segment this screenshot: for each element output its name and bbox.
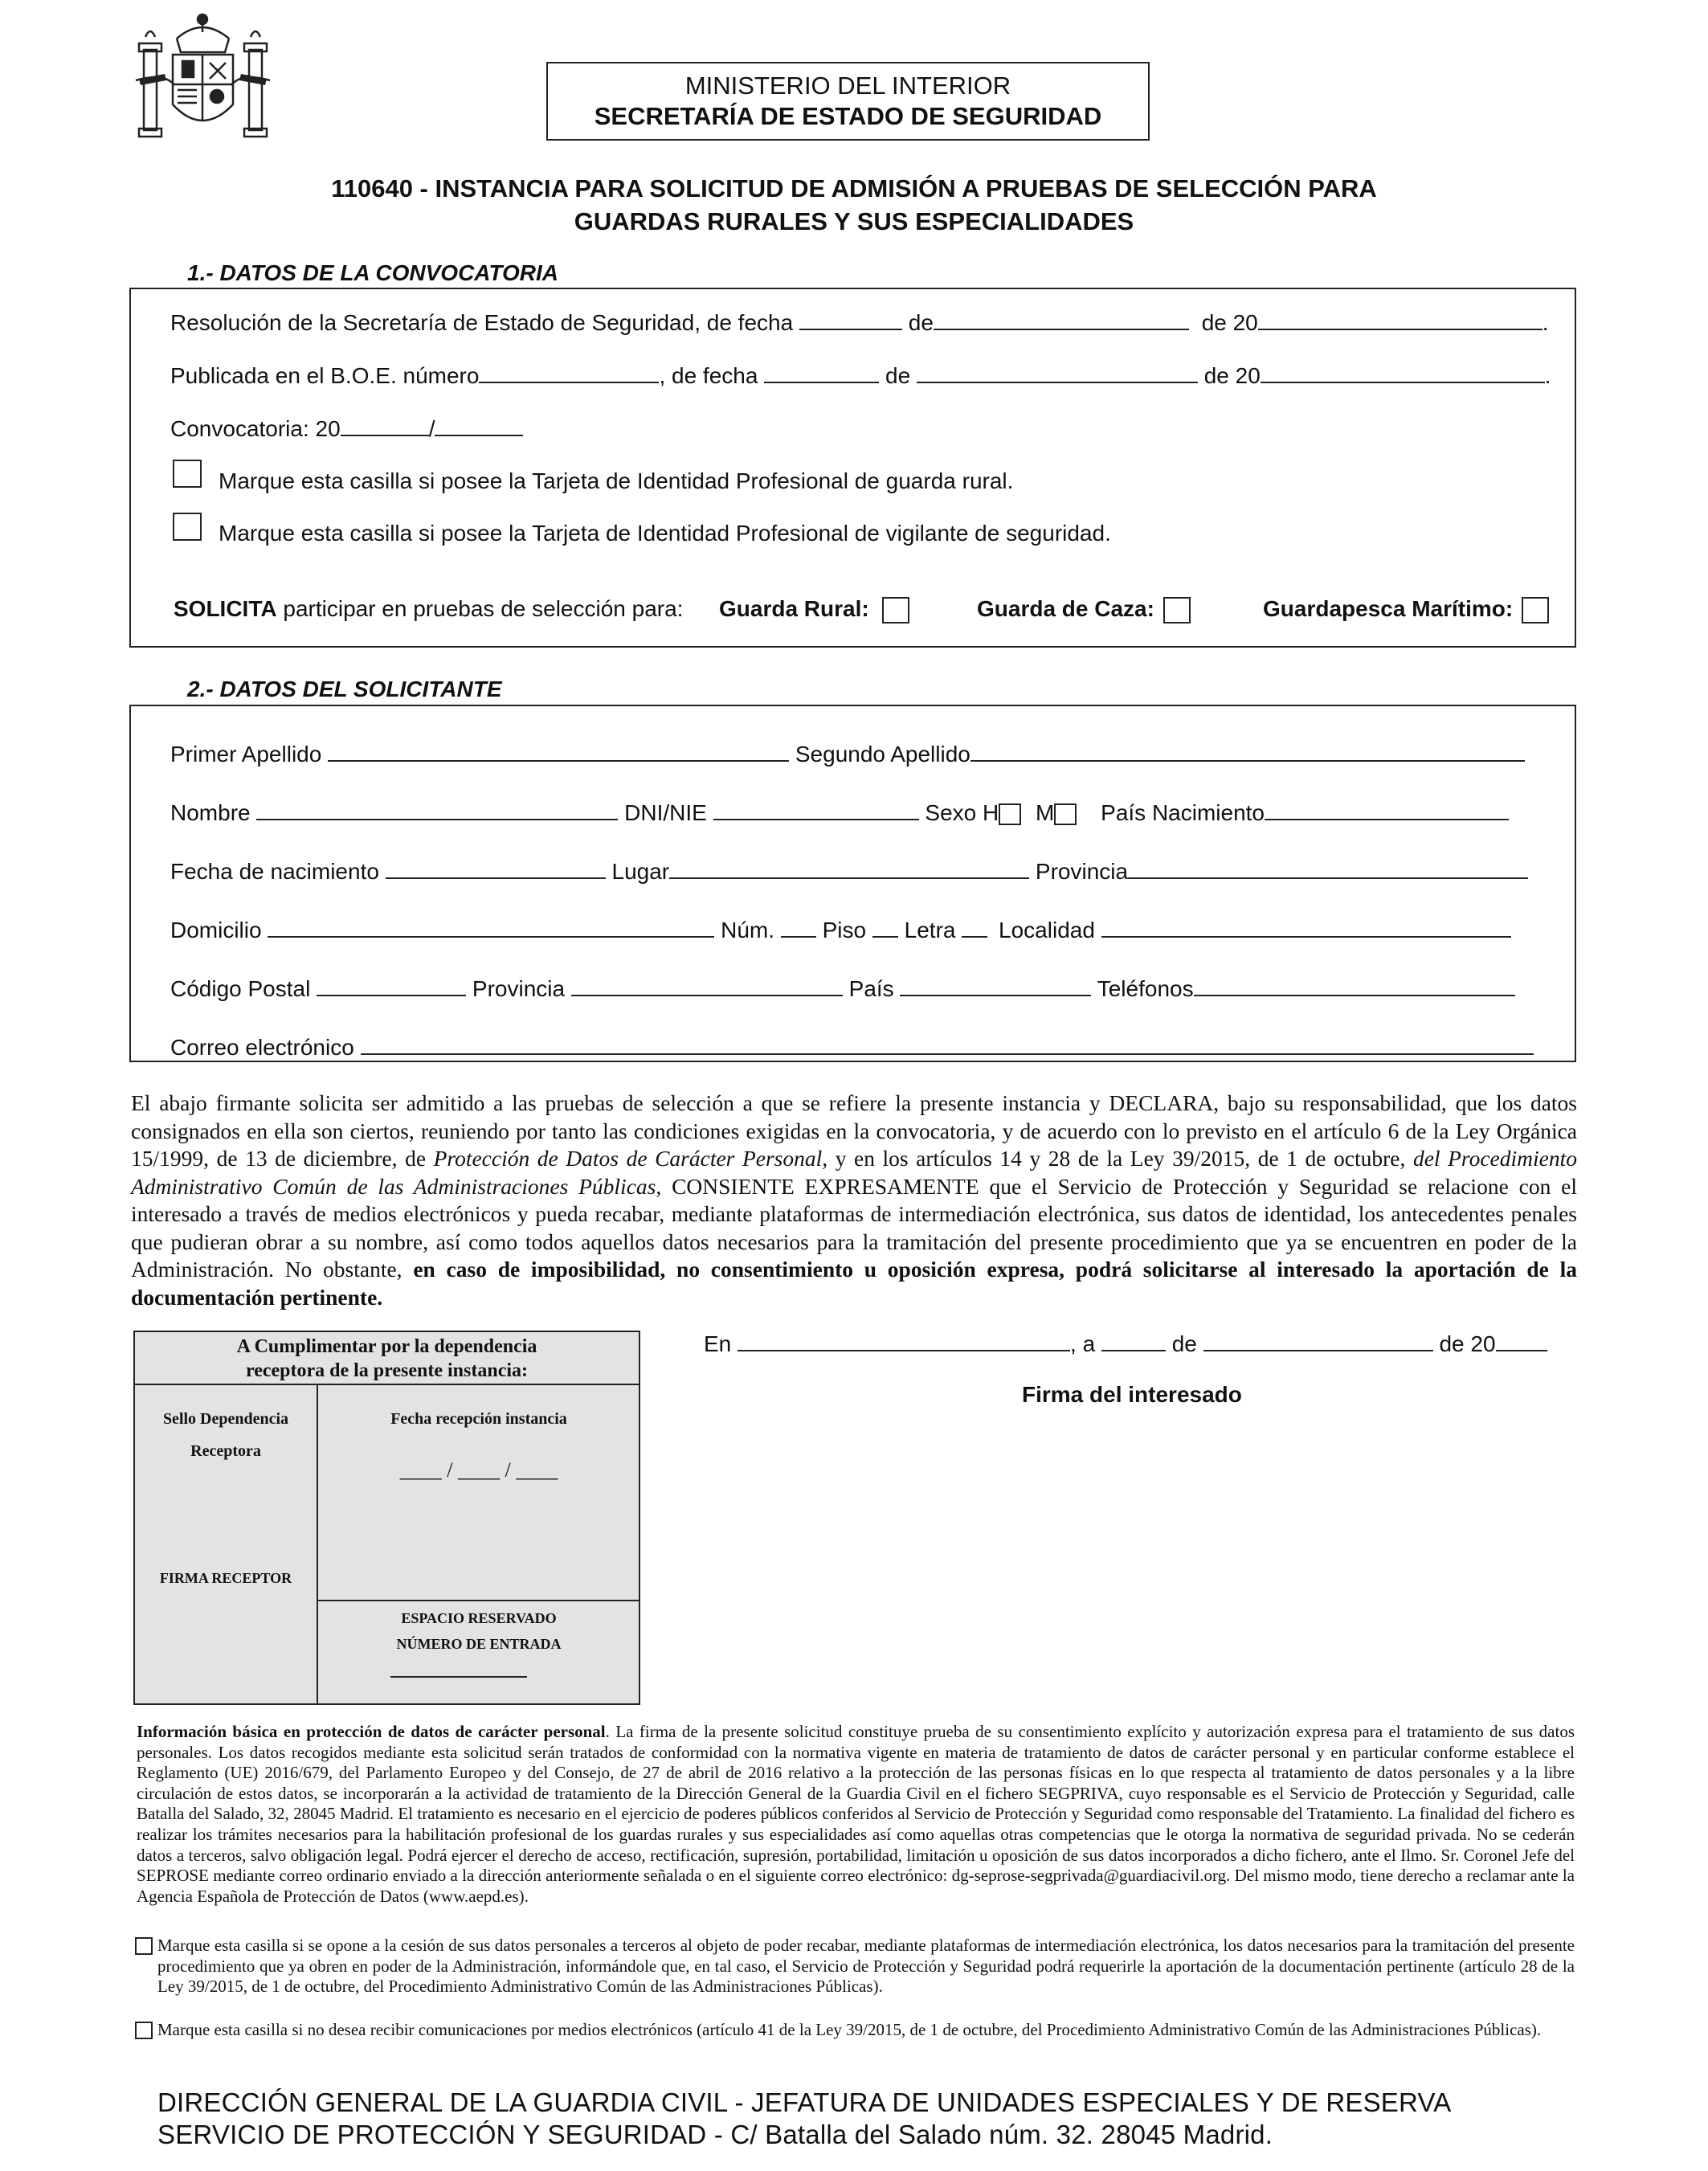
domicilio-field[interactable] bbox=[268, 915, 714, 938]
opt-guarda-rural-label: Guarda Rural: bbox=[719, 596, 869, 621]
nacimiento-row: Fecha de nacimiento Lugar Provincia bbox=[170, 857, 1528, 885]
guarda-rural-tip-label: Marque esta casilla si posee la Tarjeta de Identidad Profesional de guarda rural. bbox=[219, 468, 1014, 493]
footer-line2: SERVICIO DE PROTECCIÓN Y SEGURIDAD - C/ Batalla del Salado núm. 32. 28045 Madrid. bbox=[157, 2120, 1273, 2149]
pais-field[interactable] bbox=[900, 974, 1091, 996]
telefonos-field[interactable] bbox=[1194, 974, 1515, 996]
convocatoria-year-field[interactable] bbox=[341, 414, 429, 436]
footer-address bbox=[157, 2087, 1604, 2151]
numero-entrada-field[interactable] bbox=[390, 1676, 527, 1678]
boe-month-field[interactable] bbox=[917, 361, 1198, 383]
domicilio-row: Domicilio Núm. Piso Letra Localidad bbox=[170, 915, 1511, 944]
vigilante-tip-checkbox[interactable] bbox=[173, 513, 202, 541]
primer-apellido-field[interactable] bbox=[328, 739, 789, 762]
segundo-apellido-field[interactable] bbox=[970, 739, 1525, 762]
secretariat-name: SECRETARÍA DE ESTADO DE SEGURIDAD bbox=[594, 102, 1102, 130]
boe-number-field[interactable] bbox=[479, 361, 659, 383]
nombre-field[interactable] bbox=[256, 798, 618, 820]
document-title-line1: 110640 - INSTANCIA PARA SOLICITUD DE ADMISIÓN A PRUEBAS DE SELECCIÓN PARA bbox=[331, 174, 1377, 202]
numero-field[interactable] bbox=[781, 915, 816, 938]
convocatoria-row: Convocatoria: 20 / bbox=[170, 414, 523, 443]
opt-guarda-caza-checkbox[interactable] bbox=[1163, 597, 1191, 623]
signature-day-field[interactable] bbox=[1101, 1329, 1166, 1351]
receipt-office-table bbox=[133, 1331, 640, 1705]
firma-receptor-label: FIRMA RECEPTOR bbox=[159, 1570, 292, 1586]
section2-title: 2.- DATOS DEL SOLICITANTE bbox=[187, 677, 502, 701]
sexo-h-checkbox[interactable] bbox=[999, 803, 1021, 825]
oppose-data-transfer-checkbox[interactable] bbox=[135, 1937, 153, 1955]
fecha-nacimiento-field[interactable] bbox=[386, 857, 606, 879]
ministry-name: MINISTERIO DEL INTERIOR bbox=[684, 72, 1011, 100]
dni-field[interactable] bbox=[713, 798, 919, 820]
signature-place-date-row: En , a de de 20 bbox=[704, 1329, 1547, 1357]
opt-guardapesca-checkbox[interactable] bbox=[1522, 597, 1549, 623]
sexo-m-checkbox[interactable] bbox=[1054, 803, 1077, 825]
nombre-row: Nombre DNI/NIE Sexo H M País Nacimiento bbox=[170, 798, 1509, 827]
spanish-coat-of-arms-icon bbox=[133, 8, 273, 145]
boe-day-field[interactable] bbox=[764, 361, 879, 383]
legal-declaration: El abajo firmante solicita ser admitido a las pruebas de selección a que se refiere la presente instancia y DECLARA, bajo su responsabilidad, que los datos consignados en ella son ciertos, reuniendo por tanto las condiciones exigidas en la convocatoria, y de acuerdo con lo previsto en el artículo 6 de la Ley Orgánica 15/1999, de 13 de diciembre, de Protección de Datos de Carácter Personal, y en los artículos 14 y 28 de la Ley 39/2015, de 1 de octubre, del Procedimiento Administrativo Común de las Administraciones Públicas, CONSIENTE EXPRESAMENTE que el Servicio de Protección y Seguridad se relacione con el interesado a través de medios electrónicos y pueda recabar, mediante plataformas de intermediación electrónica, sus datos de identidad, los antecedentes penales que pudieran obrar a su nombre, así como todos aquellos datos necesarios para la tramitación del presente procedimiento que ya se encuentren en poder de la Administración. No obstante, en caso de imposibilidad, no consentimiento u oposición expresa, podrá solicitarse al interesado la aportación de la documentación pertinente. bbox=[131, 1090, 1578, 1310]
pais-nacimiento-field[interactable] bbox=[1265, 798, 1509, 820]
guarda-rural-tip-checkbox[interactable] bbox=[173, 460, 202, 488]
resolucion-day-field[interactable] bbox=[799, 308, 902, 330]
section1-title: 1.- DATOS DE LA CONVOCATORIA bbox=[187, 260, 559, 285]
signature-year-field[interactable] bbox=[1496, 1329, 1547, 1351]
espacio-reservado-label: ESPACIO RESERVADO NÚMERO DE ENTRADA bbox=[396, 1610, 562, 1652]
oppose-data-transfer-label: Marque esta casilla si se opone a la cesión de sus datos personales a terceros al objeto de poder recabar, mediante plataformas de intermediación electrónica, los datos necesarios para la tramitación del presente procedimiento que ya obren en poder de la Administración, informándole que, en tal caso, el Servicio de Protección y Seguridad podrá requerirle la aportación de la documentación pertinente (artículo 28 de la Ley 39/2015, de 1 de octubre, del Procedimiento Administrativo Común de las Administraciones Públicas). bbox=[157, 1936, 1575, 1997]
fecha-recepcion-label: Fecha recepción instancia bbox=[390, 1410, 567, 1428]
boe-year-field[interactable] bbox=[1261, 361, 1545, 383]
piso-field[interactable] bbox=[872, 915, 898, 938]
boe-row: Publicada en el B.O.E. número , de fecha de de 20 . bbox=[170, 361, 1551, 390]
resolucion-year-field[interactable] bbox=[1258, 308, 1543, 330]
sello-dependencia-label: Sello Dependencia Receptora bbox=[162, 1410, 289, 1460]
no-electronic-comms-checkbox[interactable] bbox=[135, 2022, 153, 2039]
provincia-nacimiento-field[interactable] bbox=[1128, 857, 1528, 879]
letra-field[interactable] bbox=[962, 915, 987, 938]
fecha-recepcion-field[interactable]: ____ / ____ / ____ bbox=[399, 1458, 558, 1482]
codigo-postal-field[interactable] bbox=[317, 974, 466, 996]
opt-guardapesca-label: Guardapesca Marítimo: bbox=[1263, 596, 1514, 621]
footer-line1: DIRECCIÓN GENERAL DE LA GUARDIA CIVIL - JEFATURA DE UNIDADES ESPECIALES Y DE RESERVA bbox=[157, 2087, 1452, 2117]
localidad-field[interactable] bbox=[1101, 915, 1511, 938]
resolucion-row: Resolución de la Secretaría de Estado de Seguridad, de fecha de de 20 . bbox=[170, 308, 1549, 337]
signature-month-field[interactable] bbox=[1203, 1329, 1433, 1351]
receipt-horizontal-divider bbox=[317, 1600, 640, 1601]
privacy-notice: Información básica en protección de datos de carácter personal. La firma de la presente solicitud constituye prueba de su consentimiento explícito y autorización expresa para el tratamiento de sus datos personales. Los datos recogidos mediante esta solicitud serán tratados de conformidad con la normativa vigente en materia de tratamiento de datos de carácter personal y en particular conforme establece el Reglamento (UE) 2016/679, del Parlamento Europeo y del Consejo, de 27 de abril de 2016 relativo a la protección de las personas físicas en lo que respecta al tratamiento de datos personales y a la libre circulación de estos datos, se incorporarán a la actividad de tratamiento de la Dirección General de la Guardia Civil en el fichero SEGPRIVA, cuyo responsable es el Servicio de Protección y Seguridad, calle Batalla del Salado, 32, 28045 Madrid. El tratamiento es necesario en el ejercicio de poderes públicos conferidos al Servicio de Protección y Seguridad como responsable del Tratamiento. La finalidad del fichero es realizar los trámites necesarios para la habilitación profesional de los guardas rurales y sus especialidades así como aquellas otras competencias que le otorga la normativa de seguridad privada. No se cederán datos a terceros, salvo obligación legal. Podrá ejercer el derecho de acceso, rectificación, supresión, portabilidad, limitación u oposición de sus datos incorporados a dicho fichero, ante el Ilmo. Sr. Coronel Jefe del SEPROSE mediante correo ordinario enviado a la dirección anteriormente señalada o en el siguiente correo electrónico: dg-seprose-segprivada@guardiacivil.org. Del mismo modo, tiene derecho a reclamar ante la Agencia Española de Protección de Datos (www.aepd.es). bbox=[137, 1722, 1575, 1906]
signature-place-field[interactable] bbox=[738, 1329, 1070, 1351]
document-title-line2: GUARDAS RURALES Y SUS ESPECIALIDADES bbox=[574, 207, 1134, 235]
correo-row: Correo electrónico bbox=[170, 1032, 1534, 1061]
opt-guarda-rural-checkbox[interactable] bbox=[882, 597, 909, 623]
receipt-header: A Cumplimentar por la dependencia receptora de la presente instancia: bbox=[135, 1332, 639, 1385]
ministry-header-box bbox=[546, 62, 1150, 141]
vigilante-tip-label: Marque esta casilla si posee la Tarjeta de Identidad Profesional de vigilante de seguridad. bbox=[219, 521, 1111, 546]
firma-interesado-label: Firma del interesado bbox=[1022, 1382, 1242, 1407]
resolucion-month-field[interactable] bbox=[934, 308, 1189, 330]
lugar-field[interactable] bbox=[669, 857, 1029, 879]
no-electronic-comms-label: Marque esta casilla si no desea recibir comunicaciones por medios electrónicos (artículo 41 de la Ley 39/2015, de 1 de octubre, del Procedimiento Administrativo Común de las Administraciones Públicas). bbox=[157, 2020, 1542, 2039]
document-title bbox=[161, 172, 1547, 238]
provincia-domicilio-field[interactable] bbox=[571, 974, 843, 996]
apellidos-row: Primer Apellido Segundo Apellido bbox=[170, 739, 1525, 768]
opt-guarda-caza-label: Guarda de Caza: bbox=[977, 596, 1154, 621]
solicita-row: SOLICITA participar en pruebas de selección para: bbox=[174, 596, 684, 621]
correo-field[interactable] bbox=[361, 1032, 1534, 1055]
convocatoria-number-field[interactable] bbox=[435, 414, 523, 436]
codigo-postal-row: Código Postal Provincia País Teléfonos bbox=[170, 974, 1515, 1003]
